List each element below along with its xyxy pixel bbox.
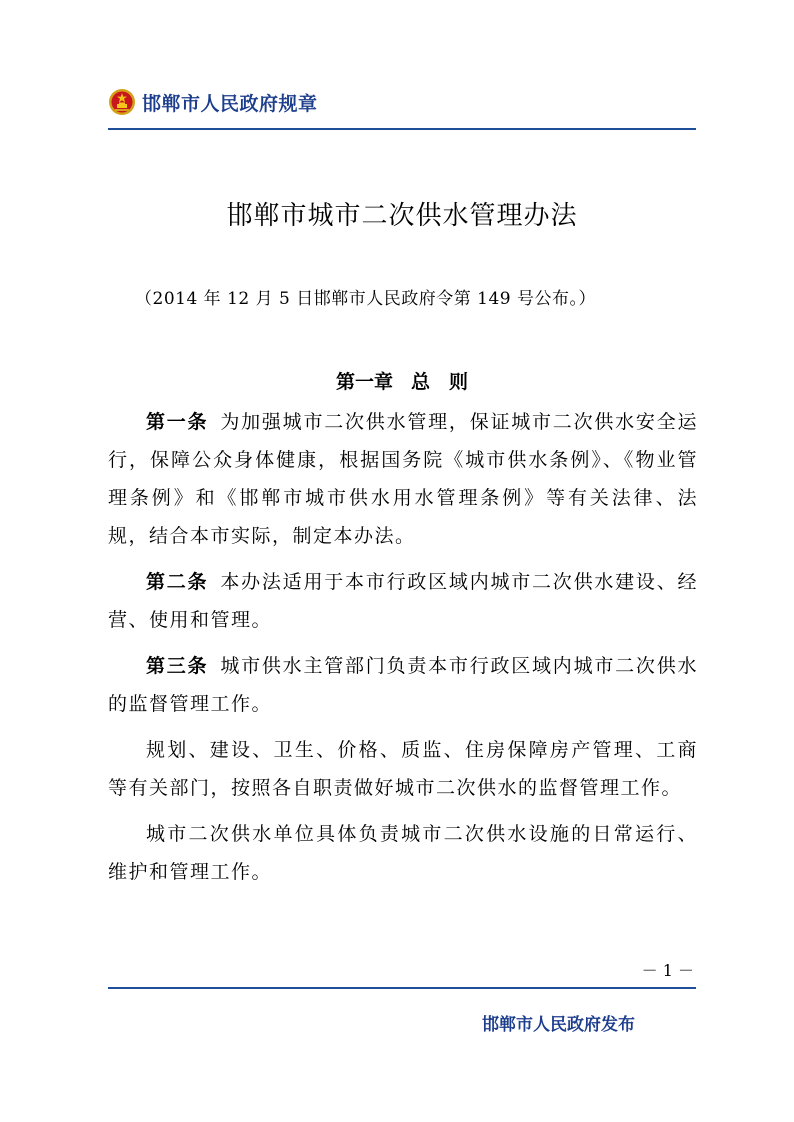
article-paragraph [108, 563, 698, 639]
header-divider [108, 128, 696, 130]
body-paragraph: 规划、建设、卫生、价格、质监、住房保障房产管理、工商等有关部门，按照各自职责做好城市二次供水的监督管理工作。 [108, 739, 698, 799]
chapter-number: 第一章 [335, 371, 393, 393]
chapter-title: 总 则 [411, 371, 469, 393]
chapter-heading [108, 367, 696, 394]
article-text: 为加强城市二次供水管理，保证城市二次供水安全运行，保障公众身体健康，根据国务院《城市供水条例》、《物业管理条例》和《邯郸市城市供水用水管理条例》等有关法律、法规，结合本市实际，制定本办法。 [108, 411, 698, 547]
article-paragraph [108, 403, 698, 555]
body-paragraph: 城市二次供水单位具体负责城市二次供水设施的日常运行、维护和管理工作。 [108, 823, 698, 883]
document-title: 邯郸市城市二次供水管理办法 [226, 201, 578, 231]
article-text: 城市供水主管部门负责本市行政区域内城市二次供水的监督管理工作。 [108, 655, 698, 715]
article-label: 第三条 [146, 655, 209, 677]
article-label: 第一条 [146, 411, 209, 433]
article-text: 本办法适用于本市行政区域内城市二次供水建设、经营、使用和管理。 [108, 571, 698, 631]
page-number: － 1 － [641, 961, 694, 980]
article-paragraph [108, 647, 698, 723]
footer-publisher: 邯郸市人民政府发布 [482, 1015, 635, 1035]
footer-divider [108, 987, 696, 989]
document-body [108, 403, 698, 899]
promulgation-note: （2014 年 12 月 5 日邯郸市人民政府令第 149 号公布。） [135, 289, 596, 309]
article-label: 第二条 [146, 571, 209, 593]
national-emblem-icon [108, 88, 136, 116]
document-header [108, 84, 318, 120]
header-title: 邯郸市人民政府规章 [142, 92, 318, 115]
